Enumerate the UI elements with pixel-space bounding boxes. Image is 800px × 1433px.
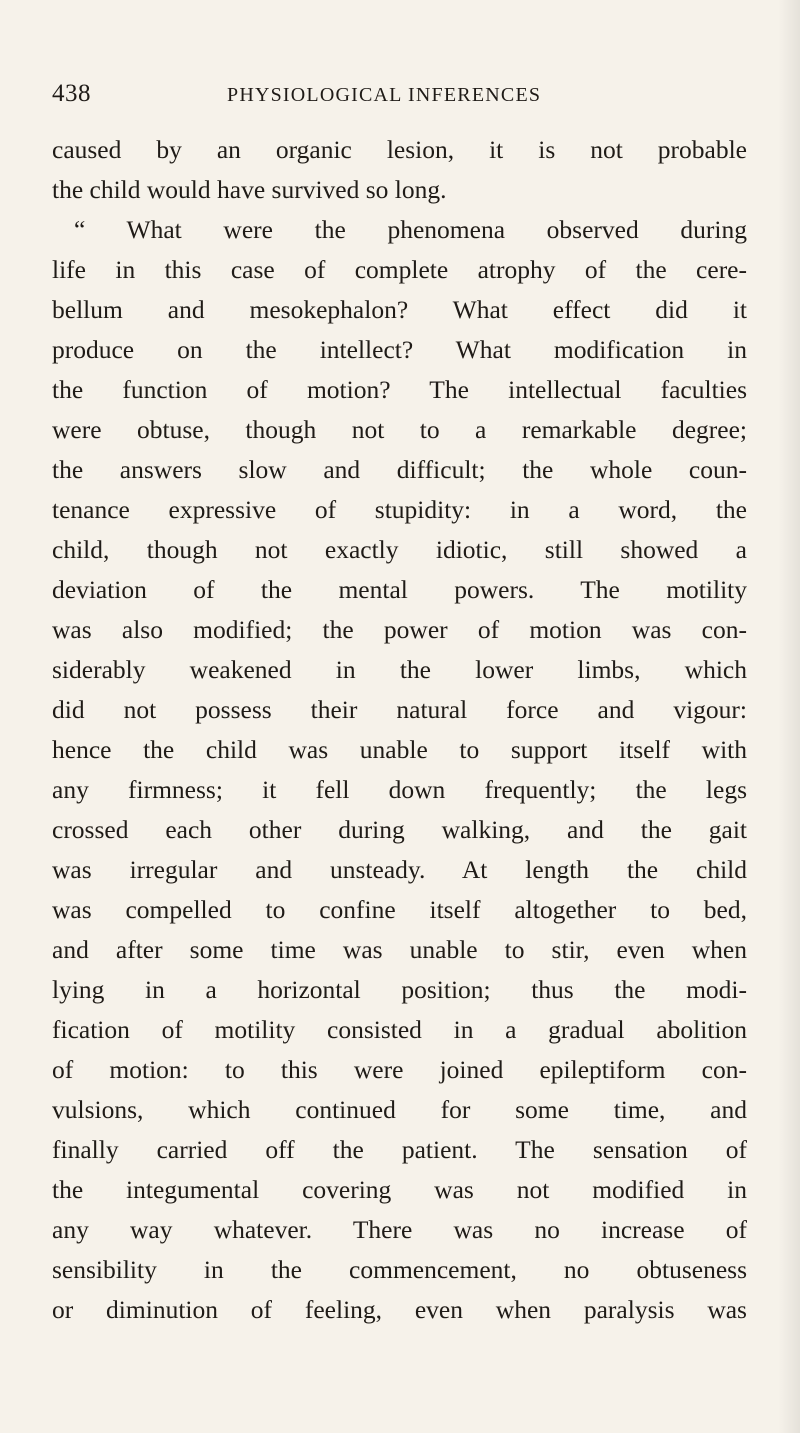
text-line: the function of motion? The intellectual faculties bbox=[52, 375, 747, 404]
body-text bbox=[52, 130, 747, 1330]
text-line: was compelled to confine itself altogether to bed, bbox=[52, 895, 747, 924]
text-line: crossed each other during walking, and the gait bbox=[52, 815, 747, 844]
text-line: or diminution of feeling, even when paralysis was bbox=[52, 1295, 747, 1324]
text-line: lying in a horizontal position; thus the modi- bbox=[52, 975, 747, 1004]
page-edge-shadow bbox=[778, 0, 800, 1433]
text-line: of motion: to this were joined epileptiform con- bbox=[52, 1055, 747, 1084]
text-line: life in this case of complete atrophy of the cere- bbox=[52, 255, 747, 284]
text-line: produce on the intellect? What modification in bbox=[52, 335, 747, 364]
text-line: and after some time was unable to stir, even when bbox=[52, 935, 747, 964]
text-line: was also modified; the power of motion was con- bbox=[52, 615, 747, 644]
page-number: 438 bbox=[52, 80, 91, 107]
text-line: did not possess their natural force and vigour: bbox=[52, 695, 747, 724]
text-line: the integumental covering was not modified in bbox=[52, 1175, 747, 1204]
text-line: was irregular and unsteady. At length the child bbox=[52, 855, 747, 884]
text-line: bellum and mesokephalon? What effect did it bbox=[52, 295, 747, 324]
text-line: hence the child was unable to support itself with bbox=[52, 735, 747, 764]
running-header bbox=[52, 78, 752, 118]
text-line: vulsions, which continued for some time, and bbox=[52, 1095, 747, 1124]
text-line: fication of motility consisted in a gradual abolition bbox=[52, 1015, 747, 1044]
text-line: deviation of the mental powers. The motility bbox=[52, 575, 747, 604]
text-line: child, though not exactly idiotic, still showed a bbox=[52, 535, 747, 564]
text-line: were obtuse, though not to a remarkable degree; bbox=[52, 415, 747, 444]
text-line: “ What were the phenomena observed during bbox=[74, 215, 747, 244]
text-line: caused by an organic lesion, it is not probable bbox=[52, 135, 747, 164]
text-line: sensibility in the commencement, no obtuseness bbox=[52, 1255, 747, 1284]
text-line: the child would have survived so long. bbox=[52, 175, 447, 204]
text-line: any firmness; it fell down frequently; the legs bbox=[52, 775, 747, 804]
text-line: tenance expressive of stupidity: in a word, the bbox=[52, 495, 747, 524]
text-line: siderably weakened in the lower limbs, which bbox=[52, 655, 747, 684]
text-line: finally carried off the patient. The sensation of bbox=[52, 1135, 747, 1164]
text-line: the answers slow and difficult; the whole coun- bbox=[52, 455, 747, 484]
running-title: PHYSIOLOGICAL INFERENCES bbox=[227, 84, 542, 106]
text-line: any way whatever. There was no increase of bbox=[52, 1215, 747, 1244]
